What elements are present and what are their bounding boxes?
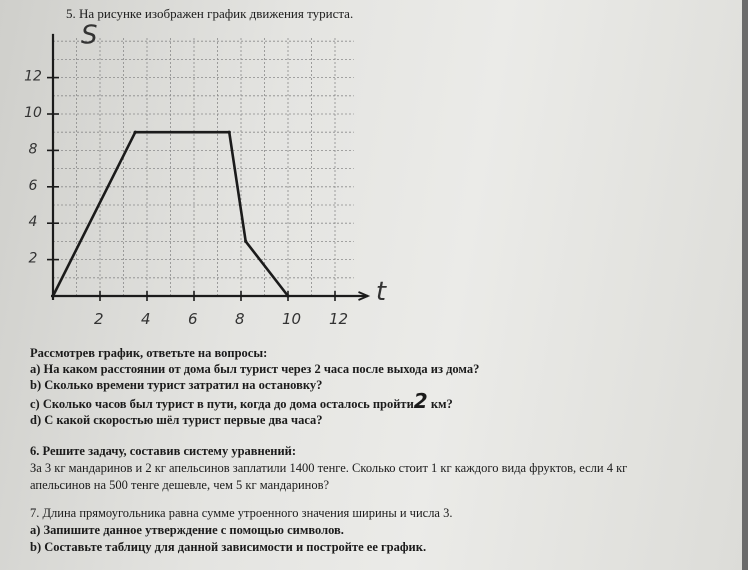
motion-point xyxy=(244,240,247,243)
motion-point xyxy=(286,294,289,297)
x-tick-label: 4 xyxy=(141,310,151,328)
y-axis-label: S xyxy=(81,20,98,51)
question-a: a) На каком расстоянии от дома был турист через 2 часа после выхода из дома? xyxy=(30,362,480,376)
question-c-unit: км? xyxy=(430,397,453,411)
x-axis-label: t xyxy=(375,277,387,307)
task5-questions xyxy=(30,345,479,428)
motion-point xyxy=(228,131,231,134)
task6-title: 6. Решите задачу, составив систему уравнений: xyxy=(30,444,297,458)
x-tick-label: 8 xyxy=(235,310,245,328)
y-tick-label: 10 xyxy=(24,105,42,121)
task7-part-b: b) Составьте таблицу для данной зависимости и постройте ее график. xyxy=(30,540,427,554)
graph-axes xyxy=(51,21,387,307)
y-tick-label: 6 xyxy=(28,177,38,194)
graph-ticks xyxy=(24,69,348,328)
handwritten-two: 2 xyxy=(413,389,428,413)
question-d: d) С какой скоростью шёл турист первые два часа? xyxy=(30,413,323,427)
question-b: b) Сколько времени турист затратил на остановку? xyxy=(30,378,323,392)
x-tick-label: 12 xyxy=(329,310,349,328)
y-tick-label: 4 xyxy=(28,214,38,231)
question-c-text: c) Сколько часов был турист в пути, когда до дома осталось пройти xyxy=(30,397,414,411)
x-tick-label: 6 xyxy=(188,310,198,328)
task6 xyxy=(30,443,627,494)
y-tick-label: 8 xyxy=(28,141,38,158)
y-tick-label: 2 xyxy=(28,250,38,267)
task5-title: 5. На рисунке изображен график движения туриста. xyxy=(66,6,354,21)
motion-point xyxy=(134,131,137,134)
motion-point xyxy=(51,294,54,297)
task7-part-a: a) Запишите данное утверждение с помощью символов. xyxy=(30,523,344,537)
task7 xyxy=(30,505,452,556)
task6-text-line2: апельсинов на 500 тенге дешевле, чем 5 кг мандаринов? xyxy=(30,478,330,492)
task7-title: 7. Длина прямоугольника равна сумме утроенного значения ширины и числа 3. xyxy=(30,506,453,520)
x-tick-label: 10 xyxy=(282,310,302,328)
question-c xyxy=(30,389,479,413)
graph-grid xyxy=(53,38,354,296)
task6-text-line1: За 3 кг мандаринов и 2 кг апельсинов заплатили 1400 тенге. Сколько стоит 1 кг каждого вида фруктов, если 4 кг xyxy=(30,461,628,475)
x-tick-label: 2 xyxy=(94,310,104,328)
questions-intro: Рассмотрев график, ответьте на вопросы: xyxy=(30,346,268,360)
y-tick-label: 12 xyxy=(24,68,42,85)
